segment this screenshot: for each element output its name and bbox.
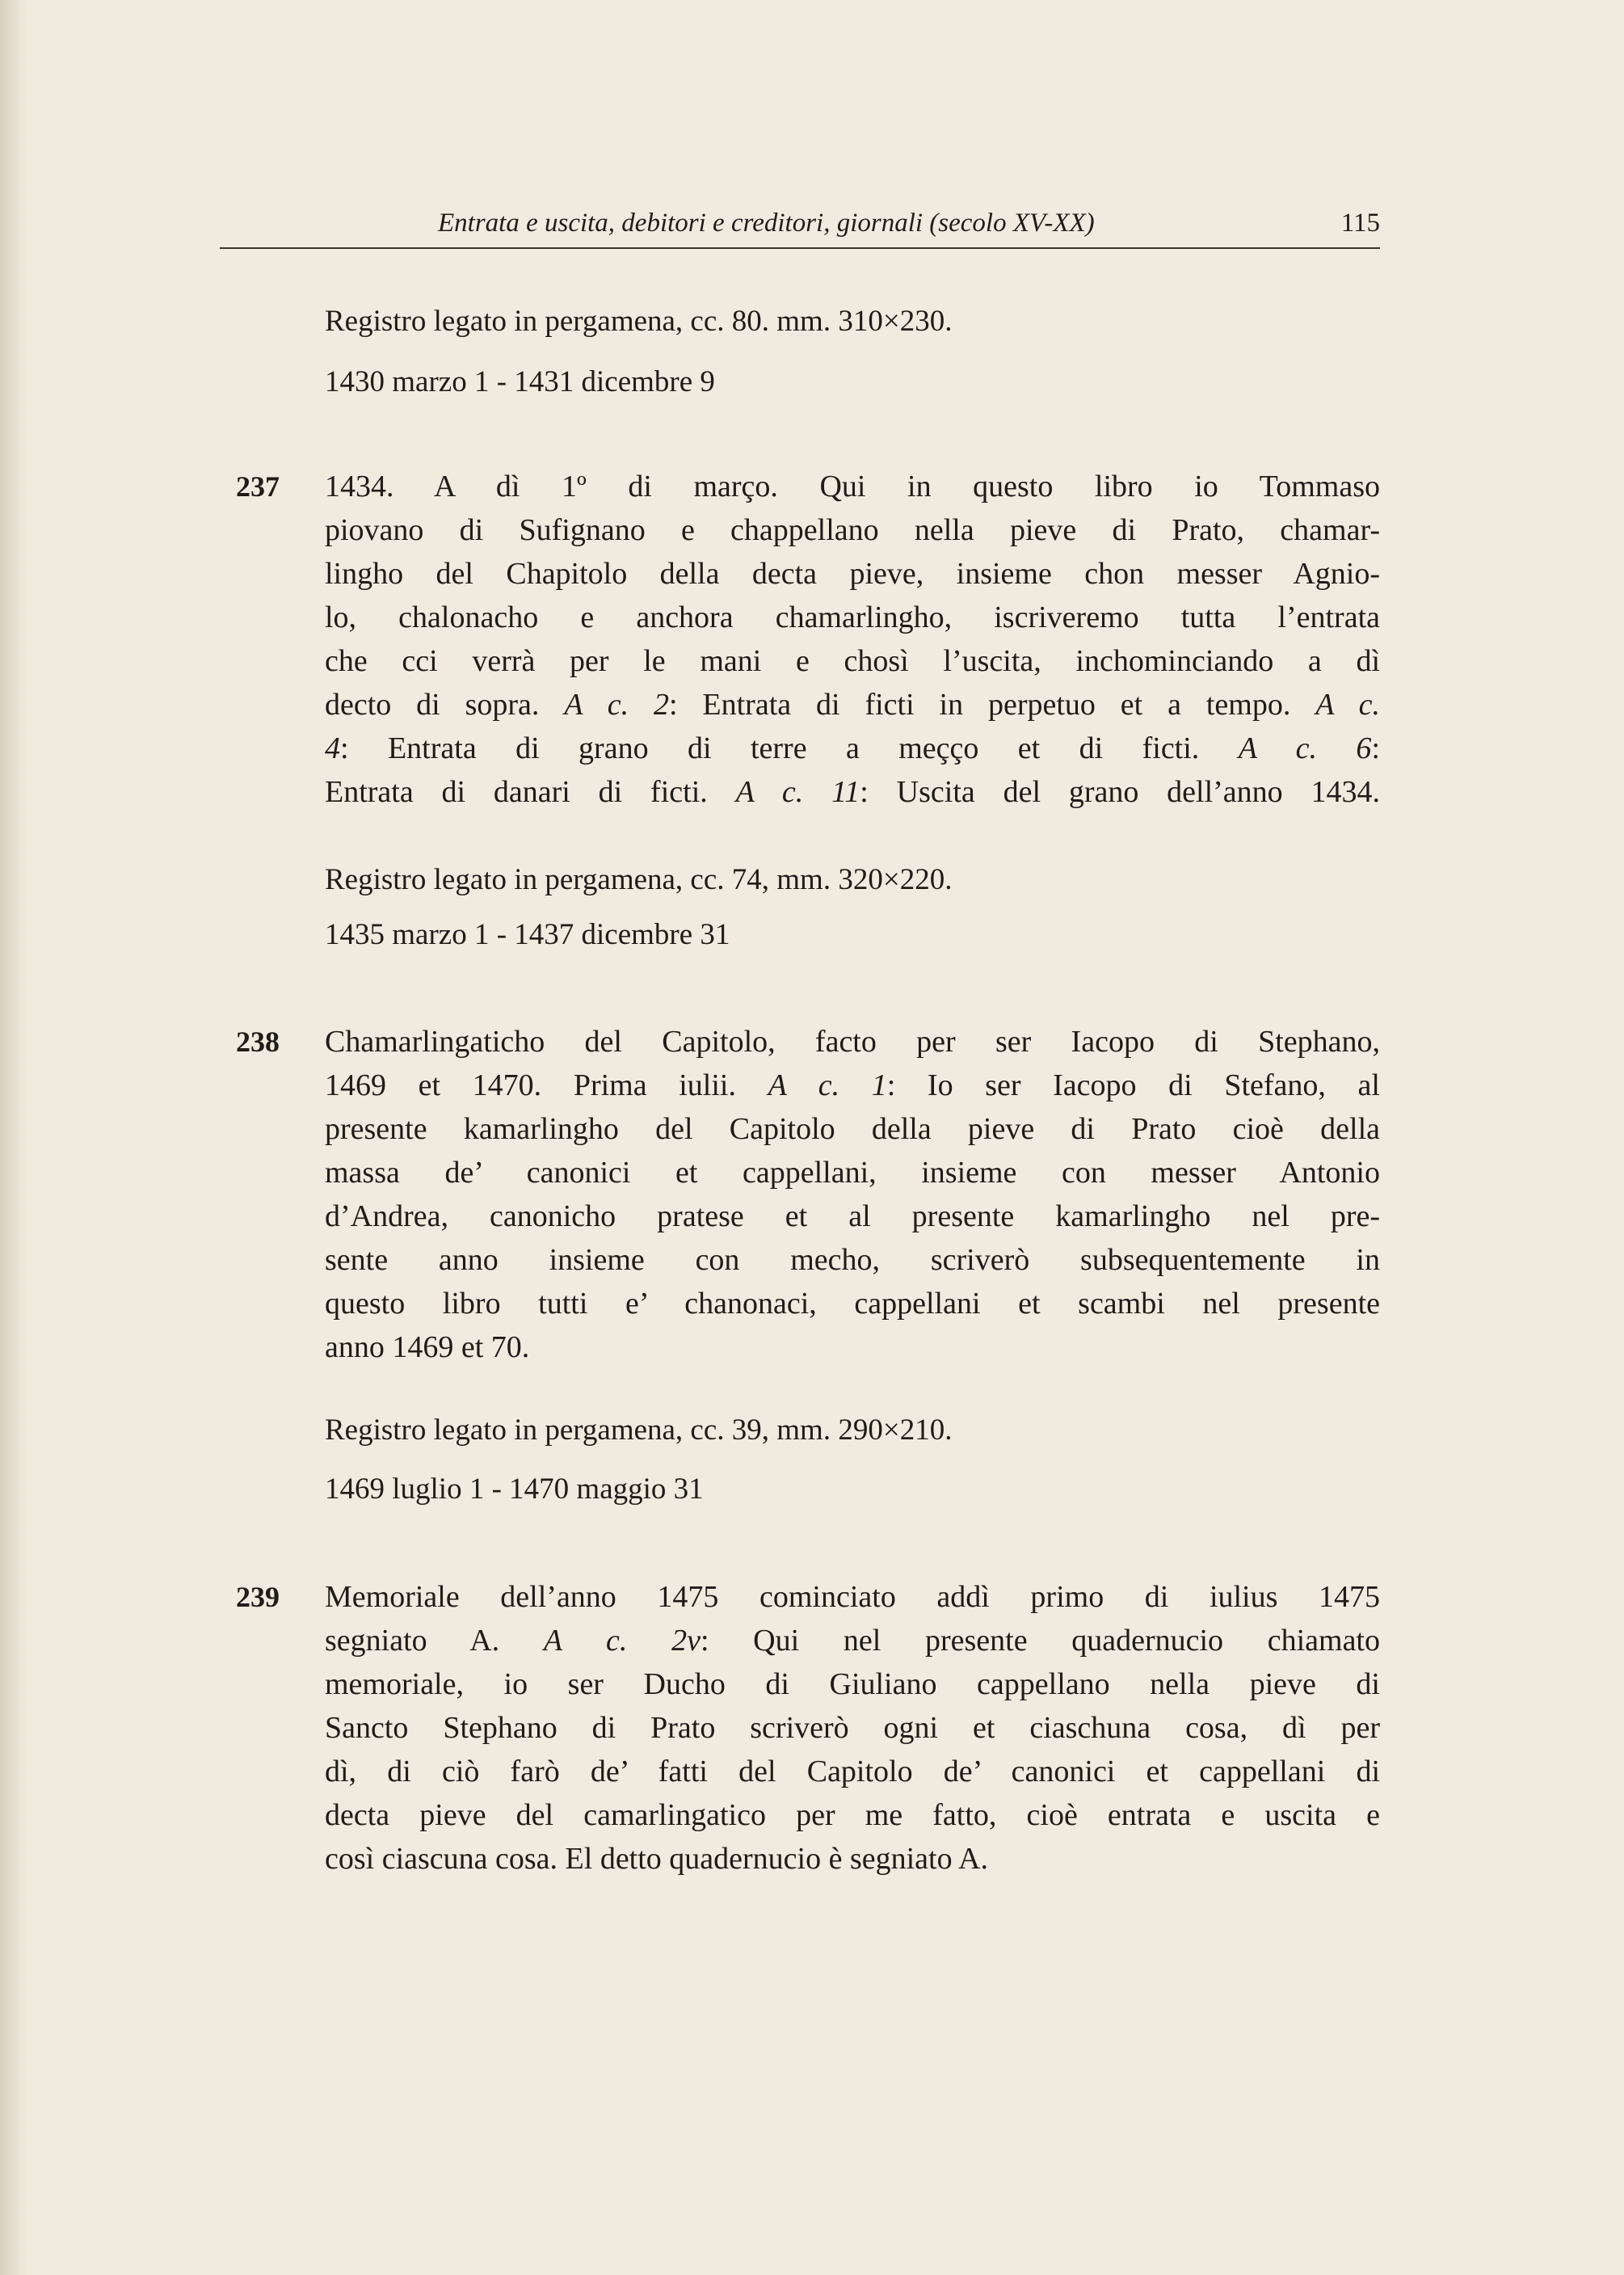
entry-text-line: sente anno insieme con mecho, scriverò subsequentemente in	[325, 1243, 1380, 1277]
entry-text-line: Chamarlingaticho del Capitolo, facto per ser Iacopo di Stephano,	[325, 1025, 1380, 1059]
folio-reference: A c.	[1315, 688, 1380, 722]
text-fragment: : Entrata di ficti in perpetuo et a tempo.	[668, 688, 1316, 722]
entry-text-line: decta pieve del camarlingatico per me fatto, cioè entrata e uscita e	[325, 1798, 1380, 1832]
entry-text-line: questo libro tutti e’ chanonaci, cappellani et scambi nel presente	[325, 1287, 1380, 1321]
page-header	[220, 207, 1380, 249]
register-dates: 1435 marzo 1 - 1437 dicembre 31	[325, 918, 730, 951]
entry-text-line: così ciascuna cosa. El detto quadernucio è segniato A.	[325, 1842, 988, 1876]
entry-text-line	[325, 770, 1380, 814]
running-title: Entrata e uscita, debitori e creditori, giornali (secolo XV-XX)	[438, 209, 1095, 238]
text-fragment: :	[1371, 731, 1380, 765]
entry-number: 239	[236, 1581, 280, 1613]
entry-text-line	[325, 683, 1380, 727]
entry-text-line: Sancto Stephano di Prato scriverò ogni et ciaschuna cosa, dì per	[325, 1711, 1380, 1745]
register-description: Registro legato in pergamena, cc. 74, mm. 320×220.	[325, 863, 953, 896]
entry-text-line: d’Andrea, canonicho pratese et al presente kamarlingho nel pre-	[325, 1199, 1380, 1233]
text-fragment: : Entrata di grano di terre a meçço et di ficti.	[340, 731, 1239, 765]
folio-reference: 4	[325, 731, 340, 765]
entry-text-line: presente kamarlingho del Capitolo della pieve di Prato cioè della	[325, 1112, 1380, 1146]
entry-text-line: dì, di ciò farò de’ fatti del Capitolo de’ canonici et cappellani di	[325, 1755, 1380, 1788]
entry-text-line: lo, chalonacho e anchora chamarlingho, iscriveremo tutta l’entrata	[325, 600, 1380, 634]
text-fragment: : Qui nel presente quadernucio chiamato	[700, 1624, 1380, 1658]
text-fragment: decto di sopra.	[325, 688, 565, 722]
entry-number: 237	[236, 470, 280, 503]
entry-text-line: piovano di Sufignano e chappellano nella pieve di Prato, chamar-	[325, 513, 1380, 547]
text-fragment: : Io ser Iacopo di Stefano, al	[886, 1068, 1380, 1102]
page-number: 115	[1340, 209, 1380, 238]
folio-reference: A c. 11	[735, 775, 860, 809]
entry-text-line: anno 1469 et 70.	[325, 1330, 530, 1364]
entry-text-line	[325, 1619, 1380, 1662]
entry-text-line: memoriale, io ser Ducho di Giuliano cappellano nella pieve di	[325, 1667, 1380, 1701]
text-fragment: : Uscita del grano dell’anno 1434.	[860, 775, 1380, 809]
entry-text-line	[325, 727, 1380, 770]
register-dates: 1430 marzo 1 - 1431 dicembre 9	[325, 365, 715, 398]
folio-reference: A c. 2	[564, 688, 669, 722]
text-fragment: Entrata di danari di ficti.	[325, 775, 736, 809]
folio-reference: A c. 1	[768, 1068, 887, 1102]
entry-text-line: lingho del Chapitolo della decta pieve, insieme chon messer Agnio-	[325, 557, 1380, 591]
folio-reference: A c. 6	[1238, 731, 1372, 765]
entry-text-line: 1434. A dì 1º di marçο. Qui in questo libro io Tommaso	[325, 470, 1380, 503]
text-fragment: 1469 et 1470. Prima iulii.	[325, 1068, 768, 1102]
page-binding-edge	[0, 0, 29, 2275]
entry-number: 238	[236, 1026, 280, 1058]
text-fragment: segniato A.	[325, 1624, 544, 1658]
register-dates: 1469 luglio 1 - 1470 maggio 31	[325, 1472, 704, 1506]
register-description: Registro legato in pergamena, cc. 39, mm. 290×210.	[325, 1413, 953, 1447]
folio-reference: A c. 2v	[543, 1624, 701, 1658]
entry-text-line: Memoriale dell’anno 1475 cominciato addì primo di iulius 1475	[325, 1580, 1380, 1614]
register-description: Registro legato in pergamena, cc. 80. mm. 310×230.	[325, 305, 953, 338]
entry-text-line: che cci verrà per le mani e chosì l’uscita, inchominciando a dì	[325, 644, 1380, 678]
entry-text-line: massa de’ canonici et cappellani, insieme con messer Antonio	[325, 1156, 1380, 1190]
entry-text-line	[325, 1064, 1380, 1107]
